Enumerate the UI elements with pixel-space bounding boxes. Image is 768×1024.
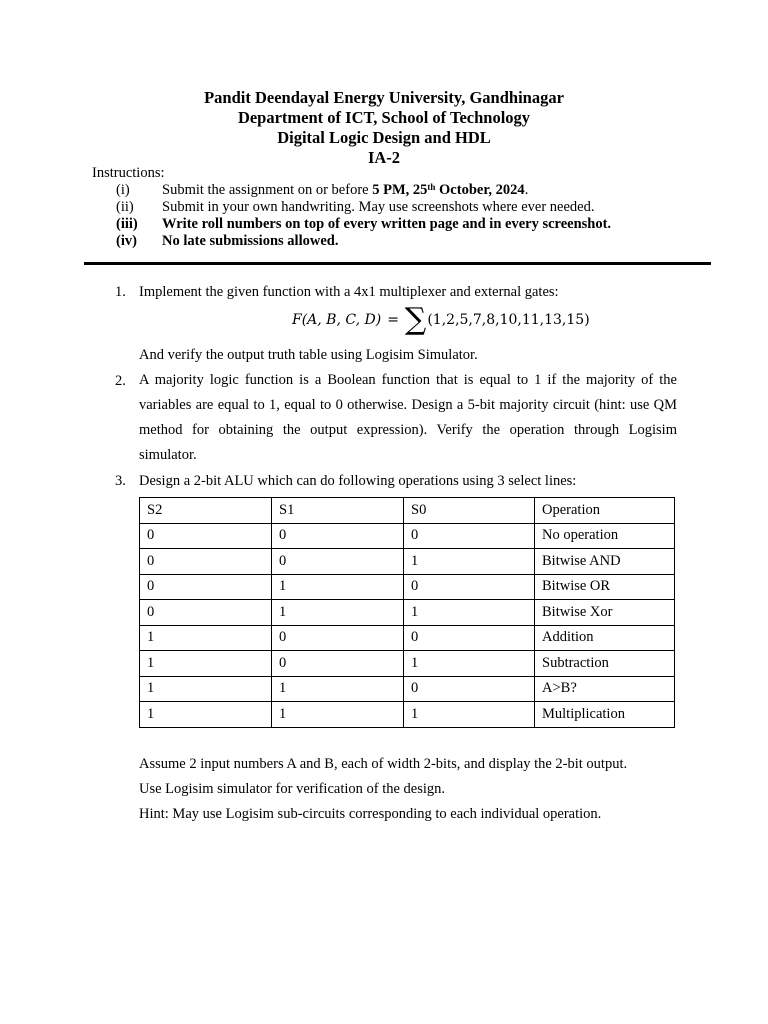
table-cell: Bitwise Xor: [535, 600, 675, 626]
table-header-cell: S0: [404, 498, 535, 524]
table-header-row: [140, 498, 675, 524]
ordinal-suffix: th: [427, 182, 436, 192]
instruction-item: [116, 233, 736, 250]
department-name: Department of ICT, School of Technology: [237, 108, 531, 127]
formula-lhs: F(A, B, C, D): [292, 312, 382, 328]
table-row: [140, 523, 675, 549]
horizontal-divider: [84, 262, 711, 265]
question-3: [115, 473, 675, 493]
table-cell: 0: [404, 676, 535, 702]
question-number: 1.: [115, 284, 126, 300]
table-cell: 0: [140, 523, 272, 549]
instruction-item: [116, 199, 736, 216]
table-cell: 1: [404, 549, 535, 575]
question-1: [115, 284, 675, 304]
table-cell: 1: [272, 676, 404, 702]
table-cell: Multiplication: [535, 702, 675, 728]
instruction-item: [116, 182, 736, 199]
university-name: Pandit Deendayal Energy University, Gandhinagar: [204, 88, 564, 107]
question-text: Design a 2-bit ALU which can do following operations using 3 select lines:: [139, 473, 577, 489]
table-cell: 1: [272, 600, 404, 626]
instruction-text: Write roll numbers on top of every written page and in every screenshot.: [162, 216, 612, 232]
instruction-number: (iii): [116, 216, 138, 232]
instruction-text: [162, 182, 528, 199]
table-cell: A>B?: [535, 676, 675, 702]
table-cell: No operation: [535, 523, 675, 549]
question-number: 2.: [115, 373, 126, 389]
question-2-number-wrap: [115, 373, 135, 393]
table-cell: Addition: [535, 625, 675, 651]
alu-operations-table: [139, 497, 675, 728]
sigma-symbol: ∑: [404, 302, 427, 337]
table-cell: 1: [140, 702, 272, 728]
question-number: 3.: [115, 473, 126, 489]
table-cell: 0: [272, 651, 404, 677]
table-cell: Bitwise AND: [535, 549, 675, 575]
table-cell: Bitwise OR: [535, 574, 675, 600]
question-3-note-3: Hint: May use Logisim sub-circuits corresponding to each individual operation.: [139, 806, 602, 822]
table-cell: 0: [404, 523, 535, 549]
table-cell: 1: [140, 651, 272, 677]
table-cell: 1: [140, 676, 272, 702]
table-row: [140, 625, 675, 651]
course-title: Digital Logic Design and HDL: [277, 128, 491, 147]
instruction-period: .: [524, 182, 529, 198]
instruction-text-part: Submit the assignment on or before: [162, 182, 373, 198]
question-2-text: A majority logic function is a Boolean function that is equal to 1 if the majority of the variables are equal to 1, equal to 0 otherwise. Design a 5-bit majority circuit (hint: use QM method for obtaining the output expression). Verify the operation through Logisim simulator.: [139, 372, 677, 463]
table-cell: 0: [140, 549, 272, 575]
question-3-note-2: Use Logisim simulator for verification of the design.: [139, 781, 446, 797]
table-row: [140, 651, 675, 677]
table-header-cell: Operation: [535, 498, 675, 524]
instructions-title: Instructions:: [92, 165, 165, 181]
table-cell: 0: [272, 625, 404, 651]
question-text: Implement the given function with a 4x1 multiplexer and external gates:: [139, 284, 559, 300]
table-row: [140, 574, 675, 600]
question-1-followup: And verify the output truth table using Logisim Simulator.: [139, 347, 478, 363]
deadline-time: 5 PM, 25: [372, 182, 428, 198]
instruction-item: [116, 216, 736, 233]
table-cell: 1: [404, 702, 535, 728]
table-row: [140, 600, 675, 626]
table-cell: 1: [140, 625, 272, 651]
table-row: [140, 676, 675, 702]
table-cell: 0: [404, 625, 535, 651]
table-cell: 1: [272, 702, 404, 728]
formula-equals: =: [387, 312, 399, 328]
instructions-list: [116, 182, 736, 250]
instruction-text: No late submissions allowed.: [162, 233, 339, 249]
table-header-cell: S2: [140, 498, 272, 524]
table-cell: 1: [404, 651, 535, 677]
table-row: [140, 702, 675, 728]
table-cell: 0: [272, 549, 404, 575]
boolean-formula: [292, 302, 590, 337]
table-cell: 0: [140, 600, 272, 626]
deadline-date: October, 2024: [435, 182, 525, 198]
table-cell: 0: [272, 523, 404, 549]
table-cell: 0: [404, 574, 535, 600]
table-cell: 1: [404, 600, 535, 626]
instruction-number: (ii): [116, 199, 134, 215]
formula-minterms: (1,2,5,7,8,10,11,13,15): [427, 312, 590, 328]
table-header-cell: S1: [272, 498, 404, 524]
table-cell: 1: [272, 574, 404, 600]
table-cell: 0: [140, 574, 272, 600]
document-header: [0, 88, 768, 168]
instruction-number: (i): [116, 182, 130, 198]
assignment-title: IA-2: [367, 148, 401, 167]
table-row: [140, 549, 675, 575]
table-cell: Subtraction: [535, 651, 675, 677]
instruction-text: Submit in your own handwriting. May use screenshots where ever needed.: [162, 199, 595, 215]
question-3-note-1: Assume 2 input numbers A and B, each of width 2-bits, and display the 2-bit output.: [139, 756, 628, 772]
instruction-number: (iv): [116, 233, 137, 249]
